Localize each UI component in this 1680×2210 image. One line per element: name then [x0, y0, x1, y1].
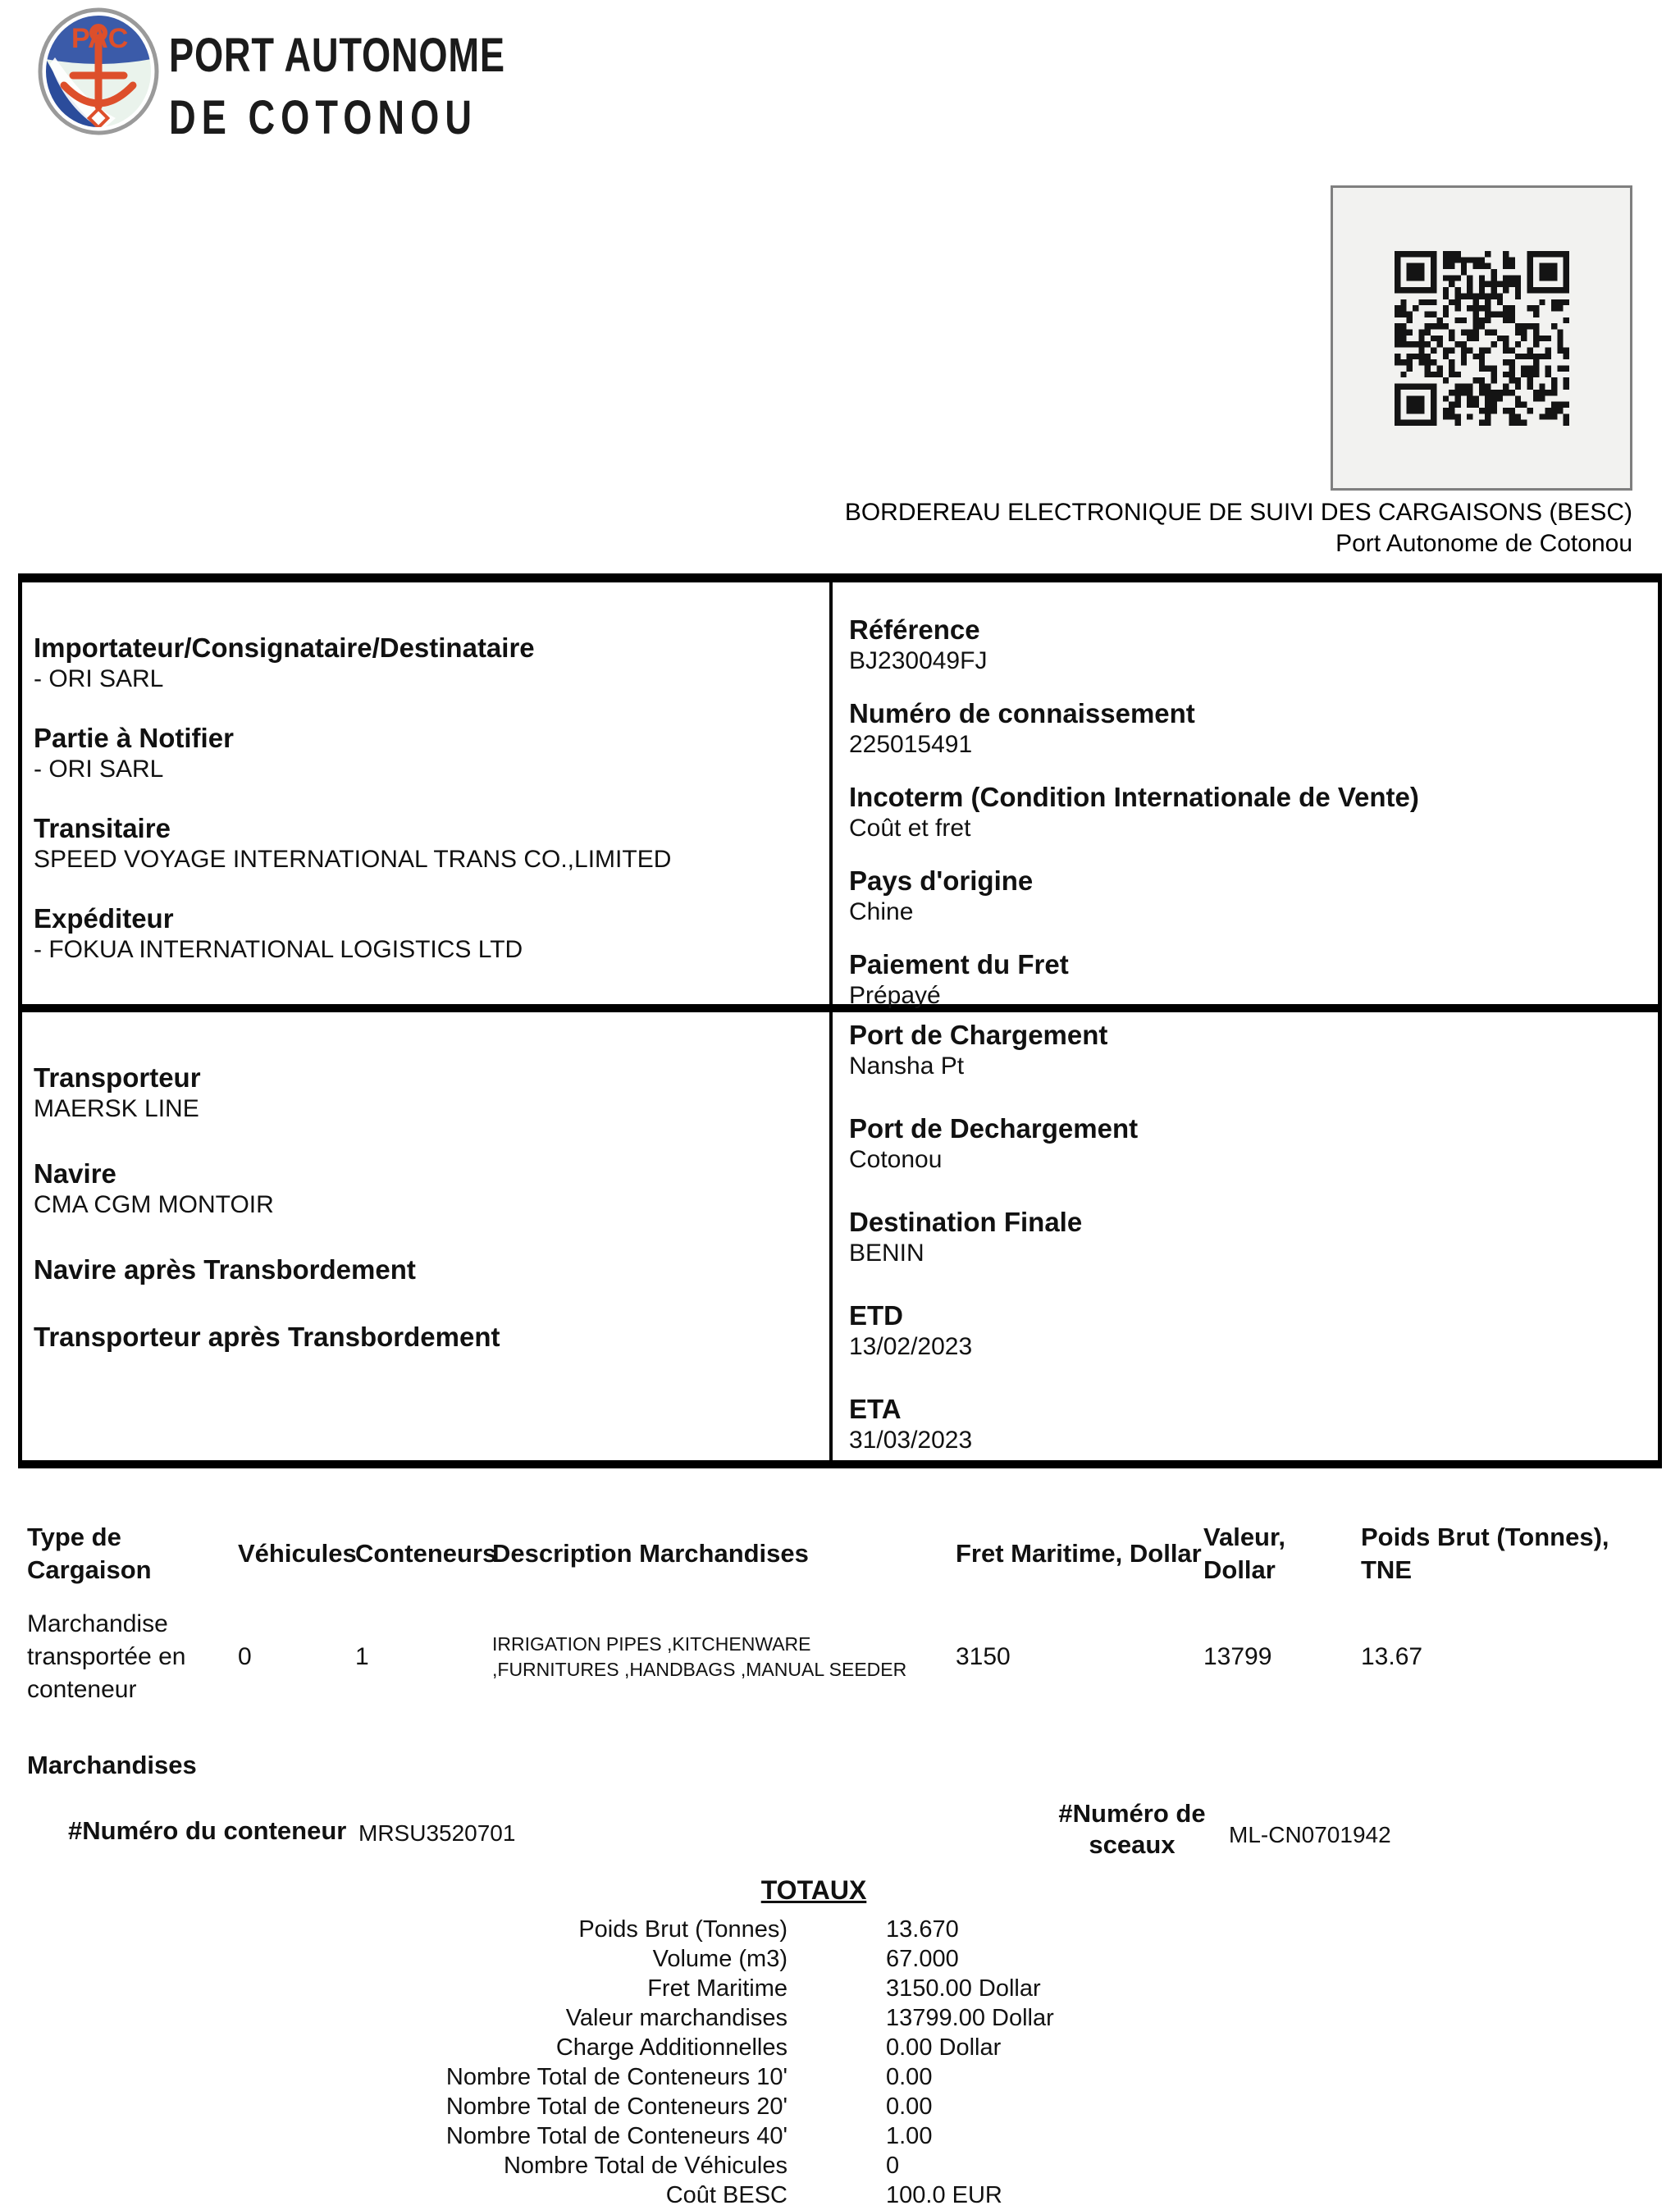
cell-fret: 3150 [956, 1643, 1011, 1670]
cell-description: IRRIGATION PIPES ,KITCHENWARE ,FURNITURES ,HANDBAGS ,MANUAL SEEDER [492, 1633, 907, 1680]
logo-text [169, 25, 505, 149]
field-importateur [34, 632, 821, 693]
total-value: 0 [886, 2153, 900, 2179]
field-pays-origine [849, 865, 1650, 926]
field-label: Partie à Notifier [34, 723, 234, 753]
total-value: 1.00 [886, 2123, 933, 2149]
total-label: Nombre Total de Conteneurs 10' [445, 2064, 788, 2090]
field-value: BJ230049FJ [849, 647, 988, 674]
totals-heading: TOTAUX [760, 1875, 867, 1905]
field-label: Paiement du Fret [849, 949, 1069, 979]
qr-code-icon [1395, 251, 1569, 426]
total-label: Coût BESC [665, 2182, 788, 2208]
field-transporteur-transbordement [34, 1321, 821, 1354]
pac-logo-emblem [37, 7, 160, 136]
col-header-fret: Fret Maritime, Dollar [956, 1539, 1202, 1568]
total-value: 13799.00 Dollar [886, 2005, 1054, 2031]
col-header-description: Description Marchandises [492, 1539, 809, 1568]
cell-poids: 13.67 [1361, 1643, 1423, 1670]
total-label: Fret Maritime [647, 1975, 788, 2002]
field-label: Incoterm (Condition Internationale de Vente) [849, 782, 1419, 812]
field-destination-finale [849, 1206, 1650, 1267]
field-value: SPEED VOYAGE INTERNATIONAL TRANS CO.,LIMITED [34, 846, 672, 873]
field-label: ETA [849, 1394, 902, 1424]
field-label: Destination Finale [849, 1207, 1083, 1237]
cell-type: Marchandise transportée en conteneur [27, 1610, 186, 1703]
field-value: Cotonou [849, 1146, 943, 1173]
total-label: Nombre Total de Conteneurs 20' [445, 2094, 788, 2120]
total-label: Nombre Total de Véhicules [503, 2153, 788, 2179]
cargo-table [27, 1519, 1647, 1706]
field-value: 31/03/2023 [849, 1427, 973, 1454]
field-value: MAERSK LINE [34, 1095, 199, 1122]
field-connaissement [849, 697, 1650, 759]
field-value: Chine [849, 898, 914, 925]
field-expediteur [34, 902, 821, 964]
total-value: 13.670 [886, 1916, 959, 1943]
field-value: CMA CGM MONTOIR [34, 1191, 274, 1218]
document-subtitle: Port Autonome de Cotonou [1335, 530, 1632, 557]
total-label: Volume (m3) [652, 1946, 788, 1972]
field-navire [34, 1158, 821, 1219]
field-value: 225015491 [849, 731, 973, 758]
field-port-chargement [849, 1019, 1650, 1080]
logo-line-2: DE COTONOU [169, 91, 478, 144]
total-label: Poids Brut (Tonnes) [578, 1916, 788, 1943]
total-value: 67.000 [886, 1946, 959, 1972]
field-label: Référence [849, 614, 980, 645]
col-header-conteneurs: Conteneurs [355, 1539, 497, 1568]
seal-number-label: #Numéro de sceaux [1058, 1799, 1206, 1859]
field-label: Transporteur après Transbordement [34, 1322, 500, 1352]
field-label: Numéro de connaissement [849, 698, 1195, 728]
total-value: 0.00 [886, 2094, 933, 2120]
field-etd [849, 1299, 1650, 1361]
cell-valeur: 13799 [1203, 1643, 1272, 1670]
marchandises-heading: Marchandises [27, 1751, 197, 1779]
transport-cell [22, 1012, 829, 1460]
field-navire-transbordement [34, 1253, 821, 1286]
field-label: ETD [849, 1300, 903, 1331]
shipment-info-grid [18, 573, 1662, 1468]
field-label: Port de Chargement [849, 1020, 1108, 1050]
total-value: 100.0 EUR [886, 2182, 1002, 2208]
field-incoterm [849, 781, 1650, 842]
field-port-dechargement [849, 1112, 1650, 1174]
total-value: 0.00 [886, 2064, 933, 2090]
parties-cell [22, 582, 829, 1012]
col-header-valeur: Valeur, Dollar [1203, 1523, 1285, 1584]
field-partie-a-notifier [34, 722, 821, 783]
qr-code-box [1331, 185, 1632, 491]
field-value: 13/02/2023 [849, 1333, 973, 1360]
field-label: Importateur/Consignataire/Destinataire [34, 632, 535, 663]
field-value: Coût et fret [849, 815, 971, 842]
field-value: - ORI SARL [34, 756, 164, 783]
seal-number-value: ML-CN0701942 [1229, 1822, 1391, 1847]
field-label: Navire [34, 1158, 116, 1189]
voyage-cell [829, 1012, 1658, 1460]
field-eta [849, 1393, 1650, 1454]
total-label: Nombre Total de Conteneurs 40' [445, 2123, 788, 2149]
field-label: Expéditeur [34, 903, 174, 934]
col-header-type: Type de Cargaison [27, 1523, 152, 1584]
emblem-letters: PAC [71, 23, 129, 54]
logo-line-1: PORT AUTONOME [169, 29, 505, 82]
field-label: Transporteur [34, 1062, 201, 1093]
field-paiement-fret [849, 948, 1650, 1010]
field-label: Navire après Transbordement [34, 1254, 416, 1285]
field-label: Transitaire [34, 813, 171, 843]
col-header-vehicules: Véhicules [238, 1539, 357, 1568]
total-value: 0.00 Dollar [886, 2034, 1002, 2061]
totals-list [0, 1915, 1628, 2210]
field-value: - ORI SARL [34, 665, 164, 692]
container-number-label: #Numéro du conteneur [68, 1816, 347, 1845]
col-header-poids: Poids Brut (Tonnes), TNE [1361, 1523, 1609, 1584]
field-label: Pays d'origine [849, 865, 1034, 896]
field-value: Prépayé [849, 982, 941, 1009]
field-value: - FOKUA INTERNATIONAL LOGISTICS LTD [34, 936, 523, 963]
cell-conteneurs: 1 [355, 1643, 369, 1670]
container-number-value: MRSU3520701 [358, 1820, 516, 1846]
field-reference [849, 614, 1650, 675]
field-value: BENIN [849, 1240, 924, 1267]
document-title: BORDEREAU ELECTRONIQUE DE SUIVI DES CARGAISONS (BESC) [844, 499, 1632, 526]
cell-vehicules: 0 [238, 1643, 252, 1670]
total-label: Charge Additionnelles [555, 2034, 788, 2061]
document-title-block [484, 497, 1632, 559]
field-value: Nansha Pt [849, 1052, 965, 1080]
field-transitaire [34, 812, 821, 874]
field-label: Port de Dechargement [849, 1113, 1139, 1144]
total-value: 3150.00 Dollar [886, 1975, 1041, 2002]
total-label: Valeur marchandises [565, 2005, 788, 2031]
field-transporteur [34, 1062, 821, 1123]
reference-cell [829, 582, 1658, 1012]
